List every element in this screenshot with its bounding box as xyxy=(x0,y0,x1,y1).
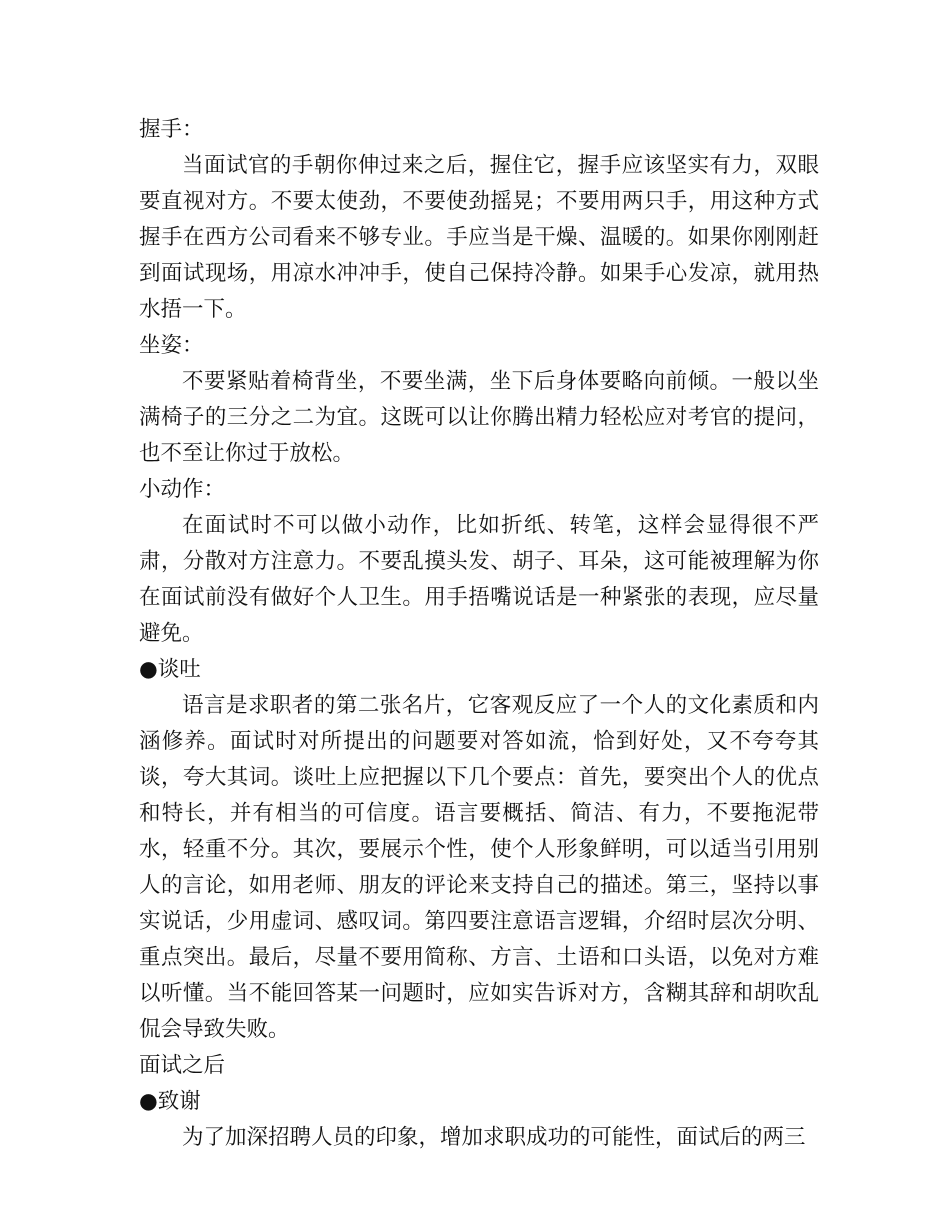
section-heading-after-interview: 面试之后 xyxy=(139,1053,226,1078)
section-heading-posture: 坐姿： xyxy=(139,333,204,358)
paragraph-speech: 语言是求职者的第二张名片，它客观反应了一个人的文化素质和内涵修养。面试时对所提出的问题要对答如流，恰到好处，又不夸夸其谈，夸大其词。谈吐上应把握以下几个要点：首先，要突出个人的优点和特长，并有相当的可信度。语言要概括、简洁、有力，不要拖泥带水，轻重不分。其次，要展示个性，使个人形象鲜明，可以适当引用别人的言论，如用老师、朋友的评论来支持自己的描述。第三，坚持以事实说话，少用虚词、感叹词。第四要注意语言逻辑，介绍时层次分明、重点突出。最后，尽量不要用简称、方言、土语和口头语，以免对方难以听懂。当不能回答某一问题时，应如实告诉对方，含糊其辞和胡吹乱侃会导致失败。 xyxy=(139,693,819,1042)
section-heading-speech: ●谈吐 xyxy=(139,657,201,682)
paragraph-gestures: 在面试时不可以做小动作，比如折纸、转笔，这样会显得很不严肃，分散对方注意力。不要乱摸头发、胡子、耳朵，这可能被理解为你在面试前没有做好个人卫生。用手捂嘴说话是一种紧张的表现，应尽量避免。 xyxy=(139,513,819,646)
section-heading-handshake: 握手： xyxy=(139,117,204,142)
document-body xyxy=(139,112,819,1156)
paragraph-thanks: 为了加深招聘人员的印象，增加求职成功的可能性，面试后的两三 xyxy=(182,1125,806,1150)
paragraph-handshake: 当面试官的手朝你伸过来之后，握住它，握手应该坚实有力，双眼要直视对方。不要太使劲，不要使劲摇晃；不要用两只手，用这种方式握手在西方公司看来不够专业。手应当是干燥、温暖的。如果你刚刚赶到面试现场，用凉水冲冲手，使自己保持冷静。如果手心发凉，就用热水捂一下。 xyxy=(139,153,819,322)
section-heading-thanks: ●致谢 xyxy=(139,1089,201,1114)
section-heading-gestures: 小动作： xyxy=(139,477,226,502)
paragraph-posture: 不要紧贴着椅背坐，不要坐满，坐下后身体要略向前倾。一般以坐满椅子的三分之二为宜。这既可以让你腾出精力轻松应对考官的提问，也不至让你过于放松。 xyxy=(139,369,819,466)
